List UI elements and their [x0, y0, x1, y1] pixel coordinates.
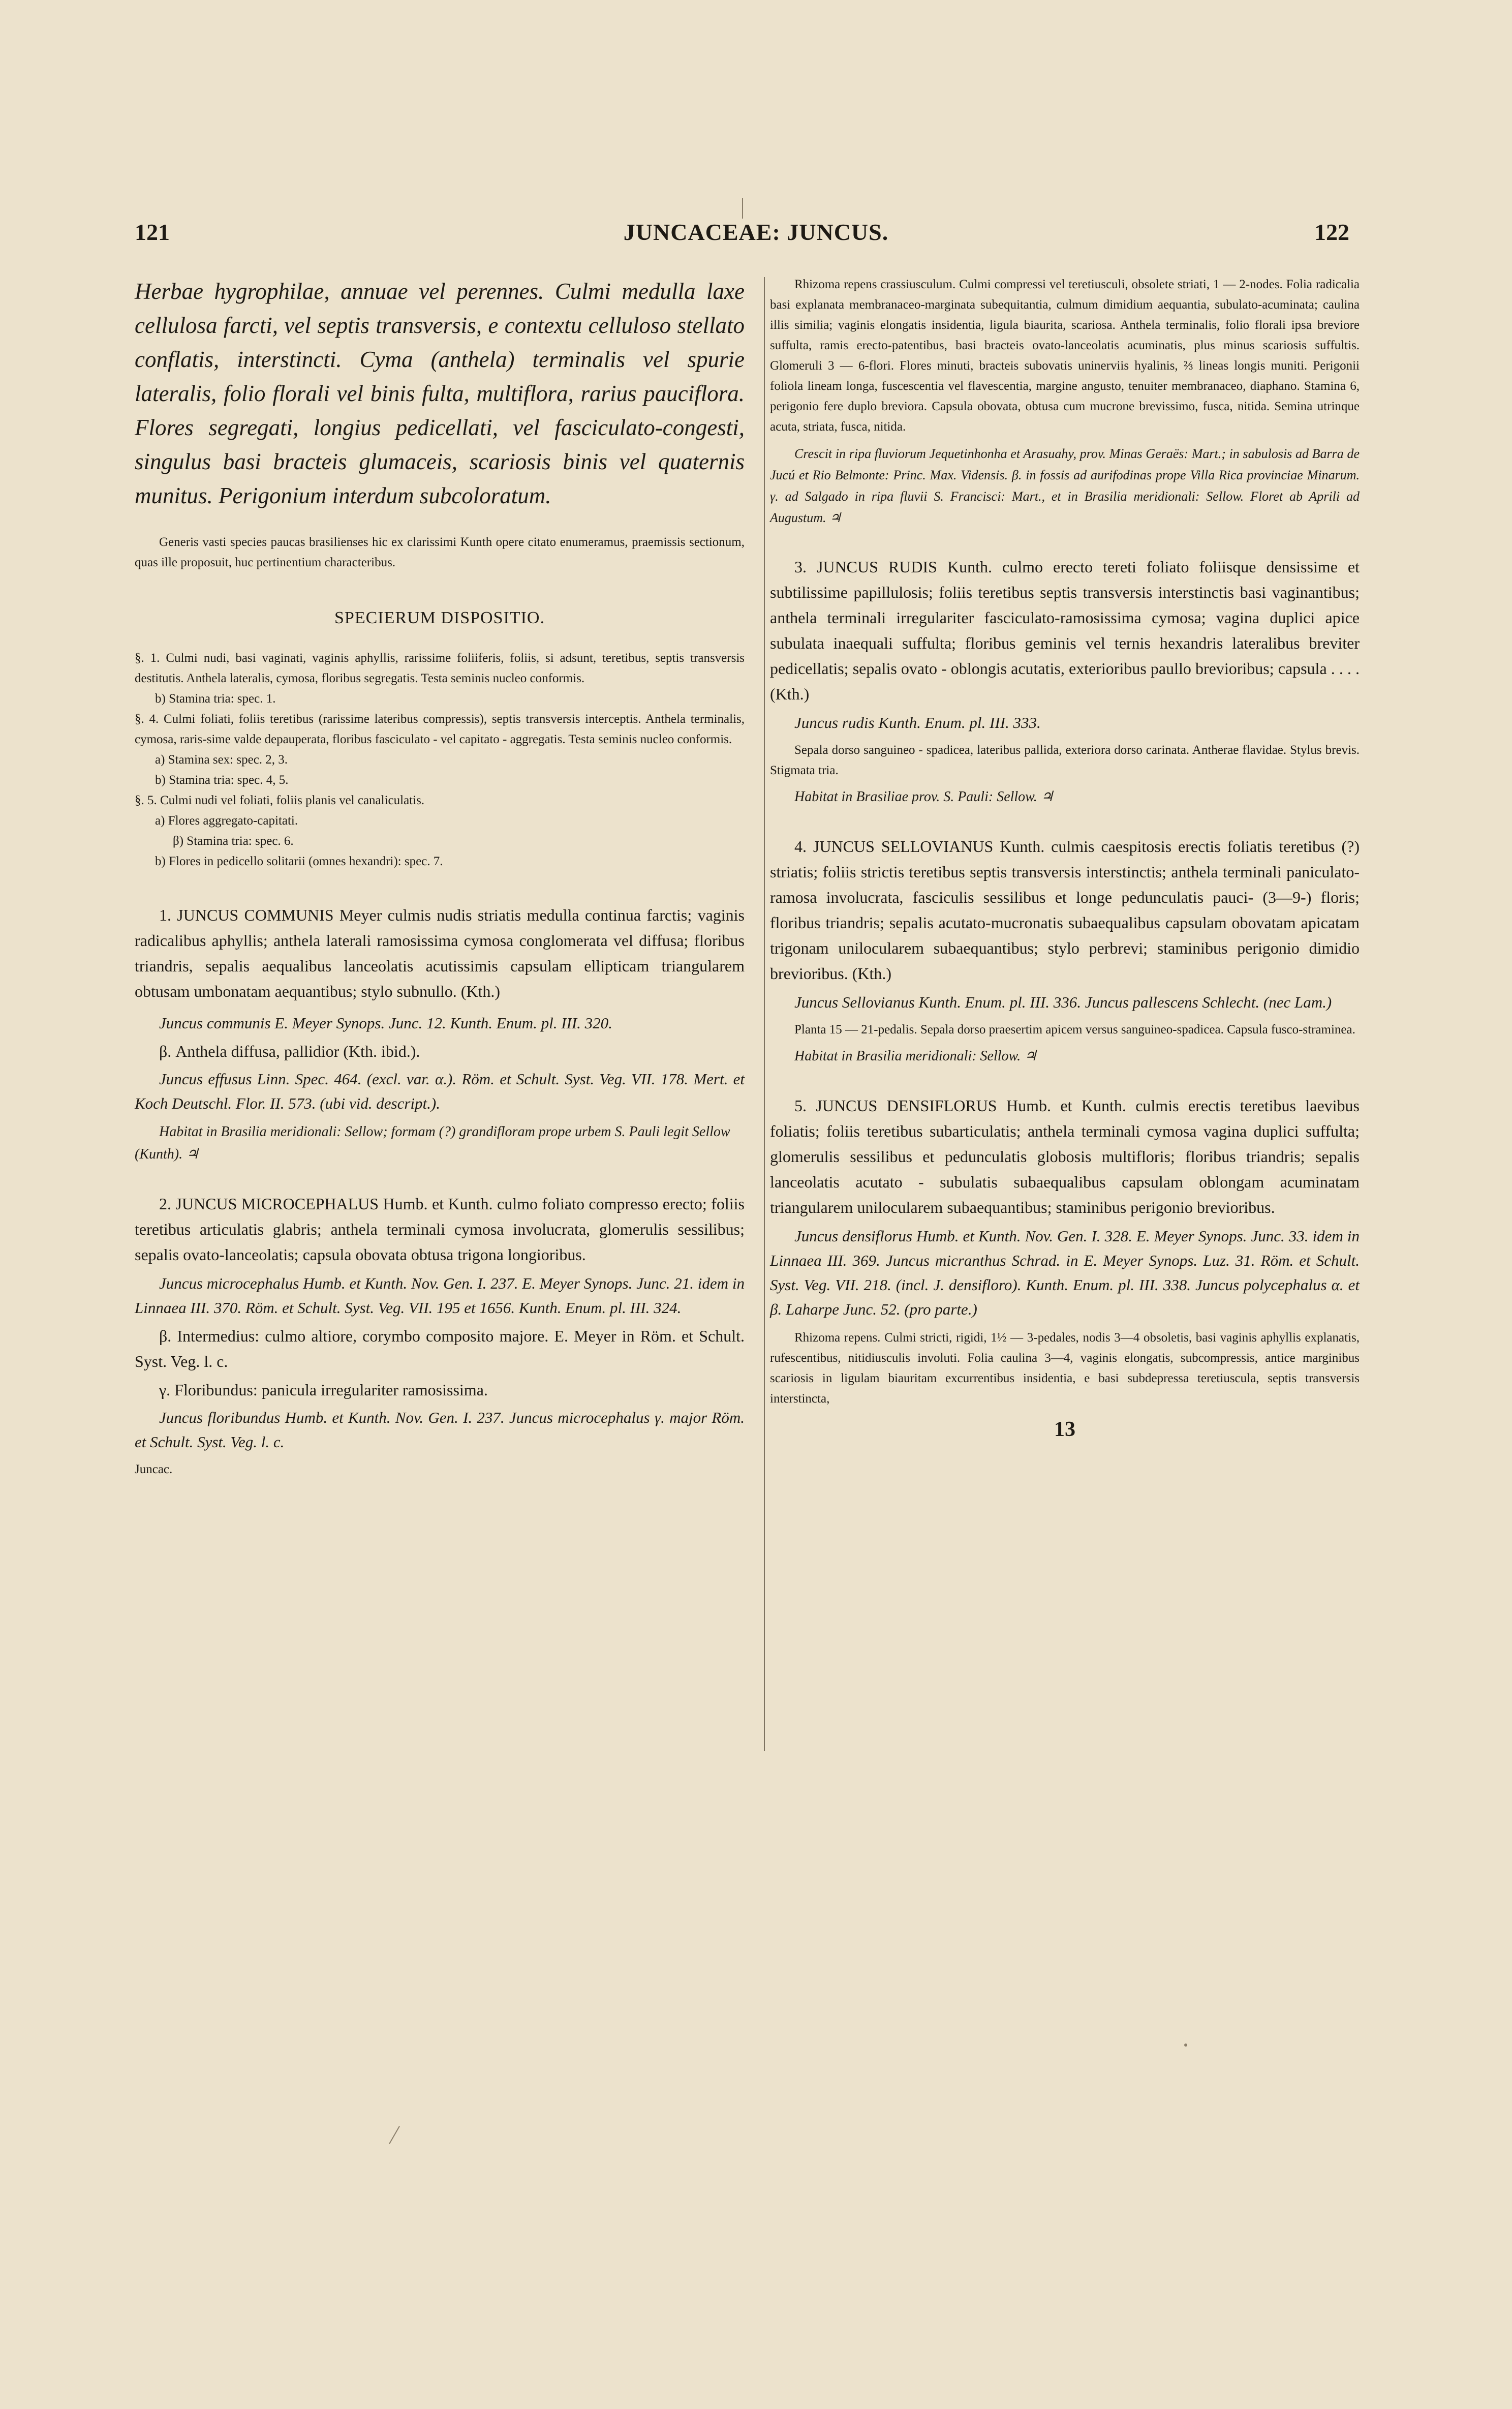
dispositio-list — [135, 648, 745, 872]
species-2-variety-beta: β. Intermedius: culmo altiore, corymbo composito majore. E. Meyer in Röm. et Schult. Syst. Veg. l. c. — [135, 1327, 745, 1370]
species-5-diagnosis: 5. JUNCUS DENSIFLORUS Humb. et Kunth. culmis erectis teretibus laevibus foliatis; foliis teretibus subarticulatis; anthela terminali cymosa vagina duplici suffulta; glomerulis sessilibus et pedunculatis globosis multifloris; floribus triandris; sepalis lanceolatis acutato - subulatis subaequalibus capsulam oblongam acuminatam triangularem unilocularem subaequantibus; staminibus perigonio brevioribus. — [770, 1096, 1360, 1216]
species-2-variety-gamma: γ. Floribundus: panicula irregulariter ramosissima. — [159, 1381, 488, 1399]
species-1-variety-citation: Juncus effusus Linn. Spec. 464. (excl. var. α.). Röm. et Schult. Syst. Veg. VII. 178. Mert. et Koch Deutschl. Flor. II. 573. (ubi vid. descript.). — [135, 1070, 745, 1112]
species-4-diagnosis: 4. JUNCUS SELLOVIANUS Kunth. culmis caespitosis erectis foliatis teretibus (?) striatis; foliis strictis teretibus septis transversis interstinctis; anthela terminali paniculato-ramosa involucrata, fasciculis sessilibus et longe pedunculatis pauci- (3—9-) floris; floribus triandris; sepalis acutato-mucronatis subaequalibus capsulam obovatam apicatam trigonam unilocularem subaequantibus; stylo perbrevi; staminibus perigonio dimidio brevioribus. (Kth.) — [770, 837, 1360, 983]
dispositio-item: a) Stamina sex: spec. 2, 3. — [155, 753, 288, 767]
left-column — [135, 275, 745, 1480]
running-title: JUNCACEAE: JUNCUS. — [623, 219, 889, 245]
page-blemish — [742, 198, 743, 219]
species-2-variety-citation: Juncus floribundus Humb. et Kunth. Nov. Gen. I. 237. Juncus microcephalus γ. major Röm. et Schult. Syst. Veg. l. c. — [135, 1409, 745, 1451]
species-5-citation: Juncus densiflorus Humb. et Kunth. Nov. Gen. I. 328. E. Meyer Synops. Junc. 33. idem in Linnaea III. 369. Juncus micranthus Schrad. in E. Meyer Synops. Luz. 31. Röm. et Schult. Syst. Veg. VII. 218. (incl. J. densifloro). Kunth. Enum. pl. III. 338. Juncus polycephalus α. et β. Laharpe Junc. 52. (pro parte.) — [770, 1227, 1360, 1318]
species-4-habitat: Habitat in Brasilia meridionali: Sellow. ♃ — [794, 1048, 1037, 1064]
species-1-diagnosis: 1. JUNCUS COMMUNIS Meyer culmis nudis striatis medulla continua farctis; vaginis radicalibus aphyllis; anthela laterali ramosissima cymosa conglomerata vel diffusa; floribus triandris, sepalis aequalibus lanceolatis acutissimis capsulam ellipticam triangularem obtusam umbonatam aequantibus; stylo subnullo. (Kth.) — [135, 906, 745, 1000]
species-2-diagnosis: 2. JUNCUS MICROCEPHALUS Humb. et Kunth. culmo foliato compresso erecto; foliis teretibus articulatis glabris; anthela terminali cymosa involucrata, glomerulis sessilibus; sepalis ovato-lanceolatis; capsula obovata obtusa trigona longioribus. — [135, 1195, 745, 1264]
species-3-citation: Juncus rudis Kunth. Enum. pl. III. 333. — [794, 714, 1041, 731]
species-1-habitat: Habitat in Brasilia meridionali: Sellow; formam (?) grandifloram prope urbem S. Pauli legit Sellow (Kunth). ♃ — [135, 1124, 730, 1162]
dispositio-item: §. 4. Culmi foliati, foliis teretibus (rarissime lateribus compressis), septis transversis interceptis. Anthela terminalis, cymosa, raris-sime valde depauperata, floribus fasciculato - vel capitato - aggregatis. Testa seminis nucleo conformis. — [135, 712, 745, 746]
species-2-citation: Juncus microcephalus Humb. et Kunth. Nov. Gen. I. 237. E. Meyer Synops. Junc. 21. idem in Linnaea III. 370. Röm. et Schult. Syst. Veg. VII. 195 et 1656. Kunth. Enum. pl. III. 324. — [135, 1274, 745, 1317]
footer-catchword: Juncac. — [135, 1462, 173, 1476]
dispositio-item: a) Flores aggregato-capitati. — [155, 814, 298, 828]
page-blemish — [1184, 2044, 1187, 2047]
dispositio-item: β) Stamina tria: spec. 6. — [173, 834, 294, 848]
species-habitat-continued: Crescit in ripa fluviorum Jequetinhonha et Arasuahy, prov. Minas Geraës: Mart.; in sabulosis ad Barra de Jucú et Rio Belmonte: Princ. Max. Vidensis. β. in fossis ad aurifodinas prope Villa Rica provinciae Minarum. γ. ad Salgado in ripa fluvii S. Francisci: Mart., et in Brasilia meridionali: Sellow. Floret ab Aprili ad Augustum. ♃ — [770, 446, 1360, 525]
species-1-citation: Juncus communis E. Meyer Synops. Junc. 12. Kunth. Enum. pl. III. 320. — [159, 1014, 612, 1032]
species-3-diagnosis: 3. JUNCUS RUDIS Kunth. culmo erecto tereti foliato foliisque densissime et subtilissime papillulosis; foliis teretibus septis transversis interstinctis basi vaginantibus; anthela terminali irregulariter fasciculato-ramosissima cymosa; vagina duplici apice subulata inaequali suffulta; floribus geminis vel ternis hexandris lateralibus breviter pedicellatis; sepalis ovato - oblongis acutatis, exterioribus paullo brevioribus; capsula . . . . (Kth.) — [770, 558, 1360, 703]
species-3-habitat: Habitat in Brasiliae prov. S. Pauli: Sellow. ♃ — [794, 789, 1054, 805]
right-column — [770, 275, 1360, 1442]
signature-mark: 13 — [1054, 1418, 1075, 1441]
column-divider — [764, 277, 765, 1751]
page-number-right: 122 — [1314, 219, 1349, 245]
dispositio-item: b) Flores in pedicello solitarii (omnes hexandri): spec. 7. — [155, 855, 443, 868]
species-1-variety: β. Anthela diffusa, pallidior (Kth. ibid.). — [159, 1042, 420, 1060]
genus-note: Generis vasti species paucas brasilienses hic ex clarissimi Kunth opere citato enumeramus, praemissis sectionum, quas ille proposuit, huc pertinentium characteribus. — [135, 535, 745, 569]
genus-description: Herbae hygrophilae, annuae vel perennes. Culmi medulla laxe cellulosa farcti, vel septis transversis, e contextu celluloso stellato conflatis, interstincti. Cyma (anthela) terminalis vel spurie lateralis, folio florali vel binis fulta, multiflora, rarius pauciflora. Flores segregati, longius pedicellati, vel fasciculato-congesti, singulus basi bracteis glumaceis, scariosis binis vel quaternis munitus. Perigonium interdum subcoloratum. — [135, 279, 745, 508]
species-4-citation: Juncus Sellovianus Kunth. Enum. pl. III. 336. Juncus pallescens Schlecht. (nec Lam.) — [794, 993, 1332, 1011]
dispositio-item: §. 5. Culmi nudi vel foliati, foliis planis vel canaliculatis. — [135, 794, 425, 807]
page-blemish — [389, 2126, 400, 2144]
dispositio-item: §. 1. Culmi nudi, basi vaginati, vaginis aphyllis, rarissime foliiferis, foliis, si adsunt, teretibus, septis transversis destitutis. Anthela lateralis, cymosa, floribus segregatis. Testa seminis nucleo conformis. — [135, 651, 745, 685]
dispositio-heading: SPECIERUM DISPOSITIO. — [334, 608, 545, 627]
species-description-continued: Rhizoma repens crassiusculum. Culmi compressi vel teretiusculi, obsolete striati, 1 — 2-nodes. Folia radicalia basi explanata membranaceo-marginata subequitantia, culmum dimidium aequantia, subulato-acuminata; caulina illis similia; vaginis elongatis insidentia, ligula biaurita, scariosa. Anthela terminalis, folio florali ipsa breviore suffulta, ramis erecto-patentibus, basi bracteis ovato-lanceolatis acuminatis, plus minus scariosis suffultis. Glomeruli 3 — 6-flori. Flores minuti, bracteis subovatis uninerviis hyalinis, ⅔ lineas longis muniti. Perigonii foliola lineam longa, fuscescentia vel flavescentia, margine angusto, tenuiter membranaceo, diaphano. Stamina 6, perigonio fere duplo breviora. Capsula obovata, obtusa cum mucrone brevissimo, fusca, nitida. Semina utrinque acuta, striata, fusca, nitida. — [770, 278, 1360, 434]
running-header — [0, 219, 1512, 259]
dispositio-item: b) Stamina tria: spec. 4, 5. — [155, 773, 289, 787]
dispositio-item: b) Stamina tria: spec. 1. — [155, 692, 276, 706]
species-3-description: Sepala dorso sanguineo - spadicea, lateribus pallida, exteriora dorso carinata. Antherae flavidae. Stylus brevis. Stigmata tria. — [770, 743, 1360, 777]
page-number-left: 121 — [135, 219, 170, 245]
species-5-description: Rhizoma repens. Culmi stricti, rigidi, 1½ — 3-pedales, nodis 3—4 obsoletis, basi vaginis aphyllis explanatis, rufescentibus, nitidiusculis involuti. Folia caulina 3—4, vaginis elongatis, subcompressis, antice marginibus scariosis in ligulam biauritam excurrentibus insidentia, e basi subdepressa teretiuscula, septis transversis interstincta, — [770, 1331, 1360, 1406]
species-4-description: Planta 15 — 21-pedalis. Sepala dorso praesertim apicem versus sanguineo-spadicea. Capsula fusco-straminea. — [794, 1023, 1355, 1036]
